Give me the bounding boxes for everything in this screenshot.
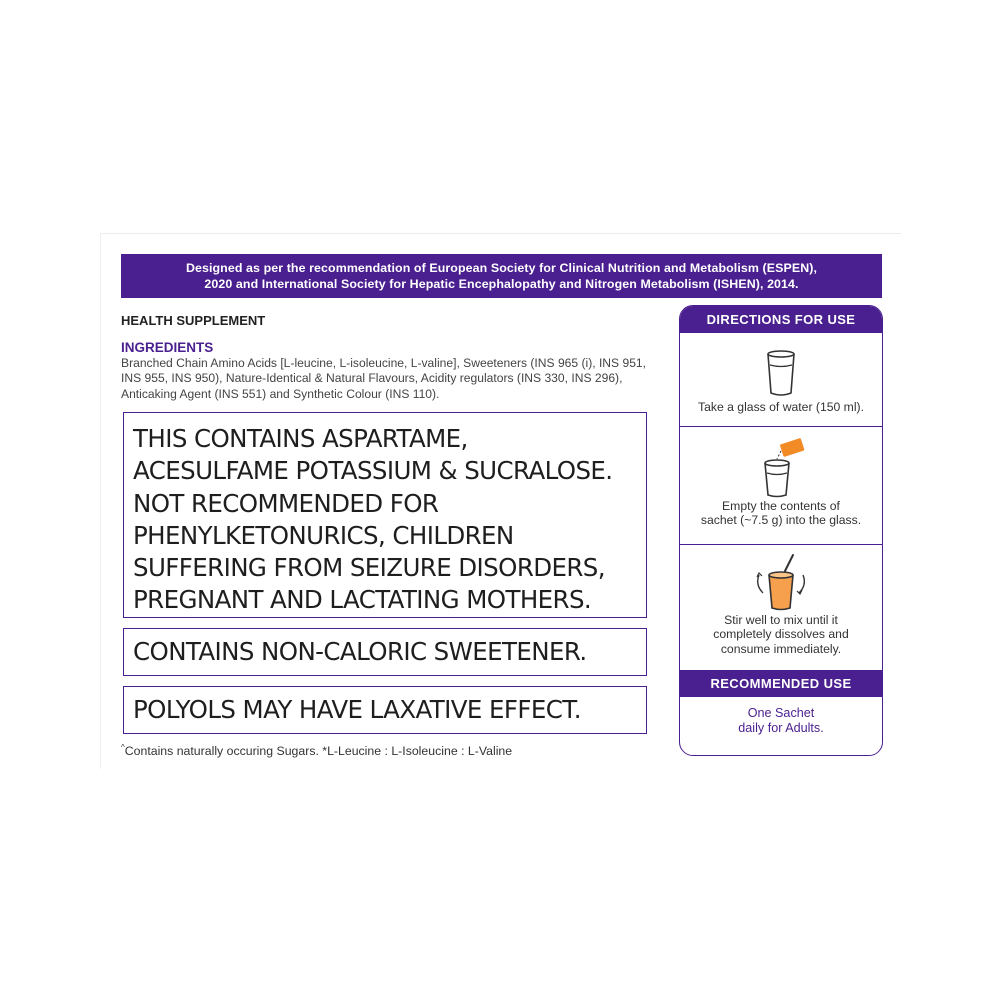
direction-step-2 — [680, 426, 882, 544]
directions-panel — [679, 305, 883, 756]
water-glass-icon — [761, 349, 801, 401]
stir-glass-icon — [749, 553, 813, 613]
directions-heading: DIRECTIONS FOR USE — [680, 306, 882, 333]
step-2-text-line-2: sachet (~7.5 g) into the glass. — [700, 513, 862, 528]
footnote — [121, 743, 512, 758]
recommended-line-1: One Sachet — [747, 706, 815, 720]
health-supplement-heading: HEALTH SUPPLEMENT — [121, 313, 266, 328]
step-3-text-line-1: Stir well to mix until it — [724, 613, 838, 627]
footnote-mark: ^ — [121, 743, 125, 752]
banner-line-2: 2020 and International Society for Hepatic Encephalopathy and Nitrogen Metabolism (ISHEN), 2014. — [204, 277, 799, 291]
banner-line-1: Designed as per the recommendation of European Society for Clinical Nutrition and Metabolism (ESPEN), — [185, 261, 818, 275]
ingredients-heading: INGREDIENTS — [121, 340, 214, 355]
polyols-warning-box: POLYOLS MAY HAVE LAXATIVE EFFECT. — [123, 686, 647, 734]
step-3-text-line-2: completely dissolves and — [713, 627, 849, 642]
sweetener-warning-box: CONTAINS NON-CALORIC SWEETENER. — [123, 628, 647, 676]
recommended-use-text — [680, 706, 882, 737]
direction-step-1 — [680, 333, 882, 426]
sachet-pour-icon — [751, 437, 811, 499]
warning-line: ACESULFAME POTASSIUM & SUCRALOSE. — [133, 456, 613, 486]
direction-step-3 — [680, 544, 882, 670]
recommended-use-heading: RECOMMENDED USE — [680, 670, 882, 697]
step-3-text-line-3: consume immediately. — [720, 641, 842, 656]
step-2-text-line-1: Empty the contents of — [722, 499, 840, 513]
aspartame-warning-box — [123, 412, 647, 618]
footnote-text: Contains naturally occuring Sugars. *L-Leucine : L-Isoleucine : L-Valine — [124, 744, 513, 759]
ingredients-text: Branched Chain Amino Acids [L-leucine, L-isoleucine, L-valine], Sweeteners (INS 965 (i), INS 951, INS 955, INS 950), Nature-Identical & Natural Flavours, Acidity regulators (INS 330, INS 296), Anticaking Agent (INS 551) and Synthetic Colour (INS 110). — [121, 356, 647, 401]
recommended-line-2: daily for Adults. — [738, 721, 824, 736]
recommendation-banner — [121, 254, 882, 298]
warning-line: THIS CONTAINS ASPARTAME, — [133, 424, 468, 453]
warning-line: PHENYLKETONURICS, CHILDREN — [133, 520, 514, 550]
step-1-text: Take a glass of water (150 ml). — [698, 400, 864, 414]
warning-line: PREGNANT AND LACTATING MOTHERS. — [133, 585, 592, 615]
warning-line: NOT RECOMMENDED FOR — [133, 488, 439, 518]
product-label-card — [100, 233, 901, 769]
warning-line: SUFFERING FROM SEIZURE DISORDERS, — [133, 553, 605, 583]
